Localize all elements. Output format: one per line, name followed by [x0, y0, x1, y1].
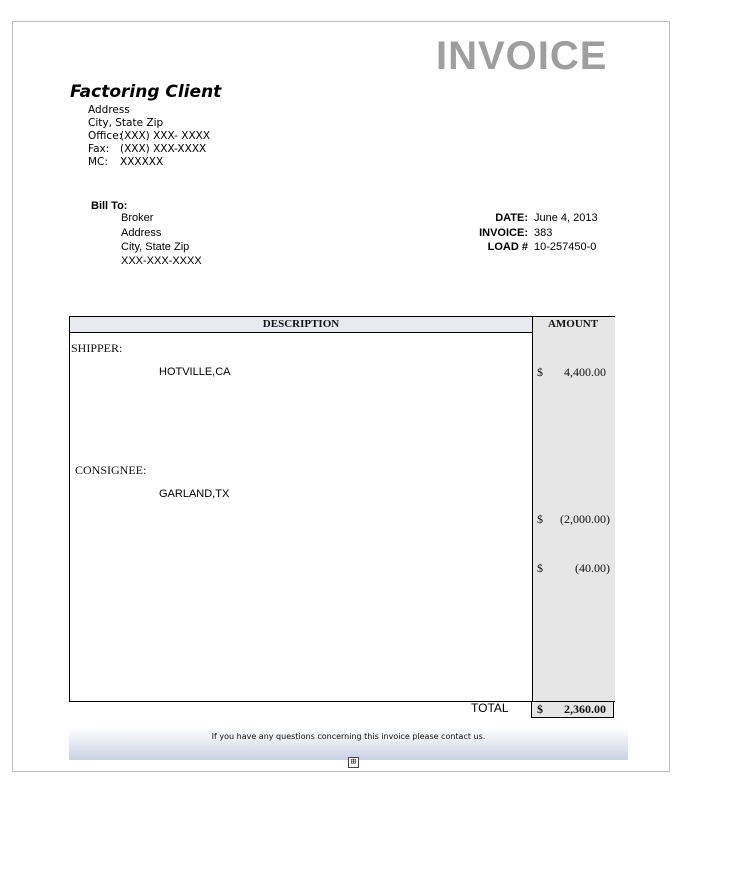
- total-label: TOTAL: [471, 701, 509, 715]
- amount-header: AMOUNT: [547, 318, 599, 330]
- amount-value: 4,400.00: [564, 365, 606, 379]
- company-office-phone: (XXX) XXX- XXXX: [120, 130, 211, 142]
- footer-note: If you have any questions concerning this invoice please contact us.: [211, 732, 486, 741]
- company-office-label: Office:: [88, 130, 123, 142]
- company-name: Factoring Client: [70, 82, 222, 102]
- company-mc-label: MC:: [88, 156, 108, 168]
- bill-to-city: City, State Zip: [121, 241, 190, 253]
- line-items-table: [69, 316, 615, 702]
- total-amount: 2,360.00: [564, 702, 606, 716]
- date-label: DATE:: [495, 212, 528, 224]
- total-box: [531, 701, 614, 718]
- consignee-city: GARLAND,TX: [159, 488, 230, 500]
- description-header: DESCRIPTION: [262, 318, 340, 330]
- currency-symbol: $: [537, 561, 543, 575]
- amount-value: (2,000.00): [560, 512, 610, 526]
- currency-symbol: $: [537, 365, 543, 379]
- bill-to-address: Address: [121, 227, 162, 239]
- expand-icon[interactable]: ⊞: [348, 757, 359, 768]
- invoice-date: June 4, 2013: [534, 212, 598, 224]
- currency-symbol: $: [537, 512, 543, 526]
- shipper-label: SHIPPER:: [71, 341, 123, 355]
- company-mc: XXXXXX: [120, 156, 164, 168]
- load-number: 10-257450-0: [534, 241, 597, 253]
- company-city: City, State Zip: [88, 117, 164, 129]
- load-number-label: LOAD #: [487, 241, 528, 253]
- invoice-number-label: INVOICE:: [479, 227, 528, 239]
- bill-to-label: Bill To:: [91, 200, 128, 212]
- invoice-title: INVOICE: [436, 34, 608, 78]
- total-currency-symbol: $: [537, 702, 543, 716]
- company-fax-label: Fax:: [88, 143, 110, 155]
- invoice-page: [12, 21, 670, 772]
- shipper-city: HOTVILLE,CA: [159, 366, 231, 378]
- bill-to-name: Broker: [121, 212, 154, 224]
- consignee-label: CONSIGNEE:: [75, 463, 147, 477]
- amount-value: (40.00): [575, 561, 610, 575]
- bill-to-phone: XXX-XXX-XXXX: [121, 255, 202, 267]
- invoice-number: 383: [534, 227, 553, 239]
- company-fax: (XXX) XXX-XXXX: [120, 143, 207, 155]
- footer-bar: [69, 728, 628, 760]
- company-address: Address: [88, 104, 130, 116]
